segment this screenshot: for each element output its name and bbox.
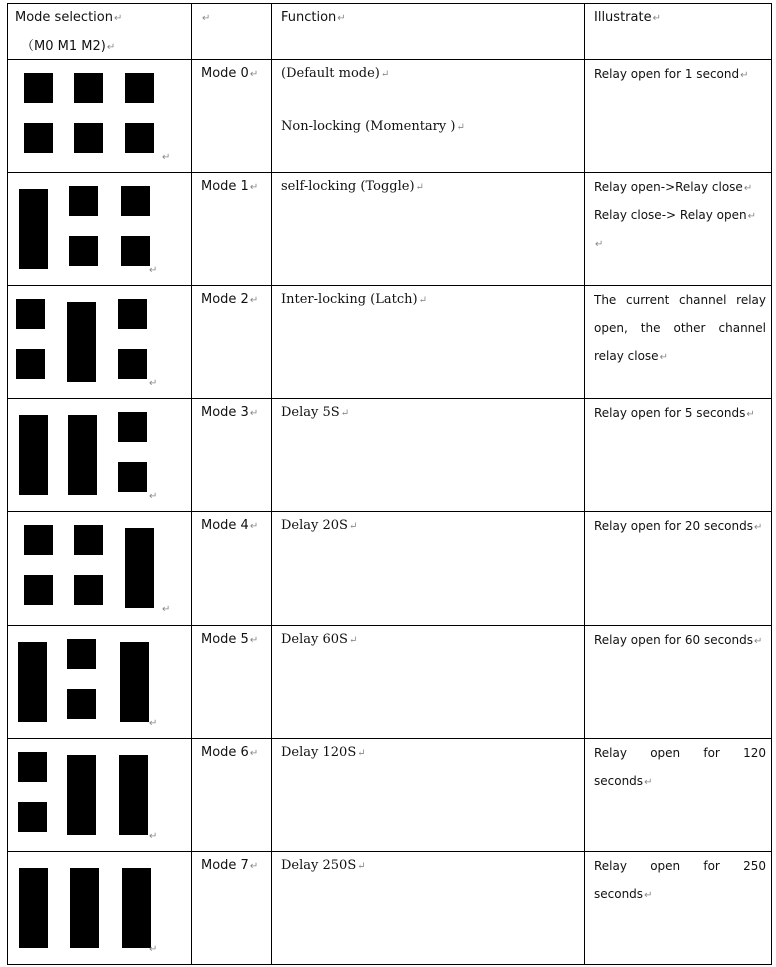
function-text-value: Delay 120S bbox=[281, 745, 357, 760]
illustrate-text-value: The current channel relay bbox=[594, 293, 766, 307]
paragraph-mark: ↵ bbox=[456, 122, 465, 133]
mode-label bbox=[201, 744, 258, 763]
switch-off-top bbox=[16, 299, 45, 329]
illustrate-text bbox=[594, 206, 756, 226]
table-rule-v bbox=[584, 3, 585, 965]
illustrate-text bbox=[594, 234, 603, 254]
switch-on bbox=[19, 868, 48, 948]
paragraph-mark: ↵ bbox=[249, 861, 259, 872]
header-col2 bbox=[201, 9, 210, 28]
paragraph-mark: ↵ bbox=[595, 239, 604, 250]
switch-off-top bbox=[121, 186, 150, 216]
paragraph-mark: ↵ bbox=[249, 521, 259, 532]
table-rule-h bbox=[7, 285, 772, 286]
paragraph-mark: ↵ bbox=[644, 890, 653, 901]
illustrate-text-value: Relay open for 5 seconds bbox=[594, 406, 746, 420]
switch-off-bottom bbox=[74, 123, 103, 153]
mode-label-text: Mode 6 bbox=[201, 745, 249, 760]
illustrate-text bbox=[594, 744, 766, 762]
table-rule-h bbox=[7, 398, 772, 399]
paragraph-mark: ↵ bbox=[149, 718, 158, 729]
mode-label-text: Mode 5 bbox=[201, 632, 249, 647]
switch-off-bottom bbox=[67, 689, 96, 719]
header-function bbox=[281, 9, 346, 28]
paragraph-mark: ↵ bbox=[149, 378, 158, 389]
table-rule-h bbox=[7, 3, 772, 4]
paragraph-mark: ↵ bbox=[106, 42, 116, 53]
switch-off-top bbox=[67, 639, 96, 669]
mode-label bbox=[201, 291, 258, 310]
paragraph-mark: ↵ bbox=[418, 295, 427, 306]
table-rule-h bbox=[7, 59, 772, 60]
switch-off-top bbox=[24, 525, 53, 555]
paragraph-mark: ↵ bbox=[249, 635, 259, 646]
paragraph-mark: ↵ bbox=[357, 861, 366, 872]
table-rule-h bbox=[7, 172, 772, 173]
switch-off-bottom bbox=[118, 462, 147, 492]
header-mode-selection-text: Mode selection bbox=[15, 10, 113, 25]
illustrate-text bbox=[594, 319, 766, 337]
switch-on bbox=[18, 642, 47, 722]
illustrate-text-value: relay close bbox=[594, 349, 659, 363]
switch-on bbox=[125, 528, 154, 608]
illustrate-text bbox=[594, 517, 762, 537]
switch-off-top bbox=[118, 299, 147, 329]
illustrate-text-value: seconds bbox=[594, 774, 644, 788]
mode-label bbox=[201, 517, 258, 536]
function-text bbox=[281, 118, 465, 137]
switch-off-bottom bbox=[69, 236, 98, 266]
switch-on bbox=[68, 415, 97, 495]
illustrate-text bbox=[594, 631, 762, 651]
paragraph-mark: ↵ bbox=[348, 635, 358, 646]
function-text-value: Delay 250S bbox=[281, 858, 357, 873]
switch-off-bottom bbox=[24, 123, 53, 153]
function-text-value: (Default mode) bbox=[281, 66, 380, 81]
paragraph-mark: ↵ bbox=[340, 408, 350, 419]
mode-label bbox=[201, 178, 258, 197]
switch-off-top bbox=[74, 525, 103, 555]
illustrate-text-value: open, the other channel bbox=[594, 321, 766, 335]
function-text-value: Delay 5S bbox=[281, 405, 340, 420]
paragraph-mark: ↵ bbox=[659, 352, 668, 363]
switch-off-top bbox=[118, 412, 147, 442]
function-text-value: Inter-locking (Latch) bbox=[281, 292, 418, 307]
illustrate-text-value: Relay close-> Relay open bbox=[594, 208, 747, 222]
function-text bbox=[281, 857, 366, 876]
table-rule-h bbox=[7, 851, 772, 852]
illustrate-text bbox=[594, 772, 652, 792]
function-text-value: self-locking (Toggle) bbox=[281, 179, 415, 194]
switch-off-bottom bbox=[16, 349, 45, 379]
paragraph-mark: ↵ bbox=[746, 409, 755, 420]
switch-off-bottom bbox=[74, 575, 103, 605]
paragraph-mark: ↵ bbox=[747, 211, 757, 222]
paragraph-mark: ↵ bbox=[337, 13, 346, 24]
mode-label bbox=[201, 404, 258, 423]
switch-on bbox=[67, 302, 96, 382]
illustrate-text bbox=[594, 885, 652, 905]
switch-on bbox=[120, 642, 149, 722]
paragraph-mark: ↵ bbox=[249, 408, 259, 419]
function-text bbox=[281, 291, 427, 310]
switch-on bbox=[122, 868, 151, 948]
header-illustrate bbox=[594, 9, 661, 28]
switch-off-bottom bbox=[18, 802, 47, 832]
table-rule-h bbox=[7, 738, 772, 739]
illustrate-text-value: Relay open->Relay close bbox=[594, 180, 743, 194]
header-mode-bits bbox=[21, 38, 115, 57]
paragraph-mark: ↵ bbox=[357, 748, 366, 759]
mode-label-text: Mode 1 bbox=[201, 179, 249, 194]
paragraph-mark: ↵ bbox=[754, 636, 763, 647]
switch-off-bottom bbox=[24, 575, 53, 605]
paragraph-mark: ↵ bbox=[249, 295, 259, 306]
switch-on bbox=[19, 415, 48, 495]
paragraph-mark: ↵ bbox=[380, 69, 390, 80]
illustrate-text-value: Relay open for 250 bbox=[594, 859, 766, 873]
paragraph-mark: ↵ bbox=[149, 831, 158, 842]
illustrate-text bbox=[594, 857, 766, 875]
switch-off-top bbox=[125, 73, 154, 103]
mode-label-text: Mode 0 bbox=[201, 66, 249, 81]
table-rule-h bbox=[7, 511, 772, 512]
table-rule-v bbox=[7, 3, 8, 965]
illustrate-text bbox=[594, 404, 755, 424]
function-text-value: Delay 20S bbox=[281, 518, 348, 533]
illustrate-text-value: Relay open for 1 second bbox=[594, 67, 740, 81]
switch-on bbox=[19, 189, 48, 269]
header-mode-selection bbox=[15, 9, 122, 28]
function-text bbox=[281, 65, 389, 84]
mode-label bbox=[201, 631, 258, 650]
switch-on bbox=[67, 755, 96, 835]
paragraph-mark: ↵ bbox=[249, 69, 259, 80]
header-function-text: Function bbox=[281, 10, 337, 25]
function-text-value: Delay 60S bbox=[281, 632, 348, 647]
mode-label bbox=[201, 65, 258, 84]
illustrate-text bbox=[594, 65, 749, 85]
mode-label-text: Mode 3 bbox=[201, 405, 249, 420]
paragraph-mark: ↵ bbox=[149, 944, 158, 955]
switch-off-top bbox=[24, 73, 53, 103]
header-illustrate-text: Illustrate bbox=[594, 10, 652, 25]
function-text-value: Non-locking (Momentary ) bbox=[281, 119, 456, 134]
paragraph-mark: ↵ bbox=[162, 152, 171, 163]
illustrate-text bbox=[594, 178, 752, 198]
switch-on bbox=[70, 868, 99, 948]
paragraph-mark: ↵ bbox=[149, 491, 158, 502]
switch-off-top bbox=[18, 752, 47, 782]
function-text bbox=[281, 404, 349, 423]
paragraph-mark: ↵ bbox=[202, 13, 211, 24]
switch-on bbox=[119, 755, 148, 835]
switch-off-bottom bbox=[118, 349, 147, 379]
paragraph-mark: ↵ bbox=[249, 748, 259, 759]
mode-label bbox=[201, 857, 258, 876]
mode-label-text: Mode 2 bbox=[201, 292, 249, 307]
paragraph-mark: ↵ bbox=[348, 521, 358, 532]
illustrate-text bbox=[594, 347, 668, 367]
paragraph-mark: ↵ bbox=[415, 182, 424, 193]
function-text bbox=[281, 178, 424, 197]
mode-label-text: Mode 4 bbox=[201, 518, 249, 533]
paragraph-mark: ↵ bbox=[249, 182, 259, 193]
table-rule-v bbox=[271, 3, 272, 965]
function-text bbox=[281, 744, 366, 763]
switch-off-top bbox=[69, 186, 98, 216]
table-rule-h bbox=[7, 964, 772, 965]
mode-label-text: Mode 7 bbox=[201, 858, 249, 873]
switch-off-bottom bbox=[125, 123, 154, 153]
paragraph-mark: ↵ bbox=[743, 183, 753, 194]
function-text bbox=[281, 631, 357, 650]
paragraph-mark: ↵ bbox=[644, 777, 653, 788]
paragraph-mark: ↵ bbox=[149, 265, 158, 276]
table-rule-v bbox=[191, 3, 192, 965]
switch-off-top bbox=[74, 73, 103, 103]
table-rule-v bbox=[771, 3, 772, 965]
function-text bbox=[281, 517, 357, 536]
header-mode-bits-text: （M0 M1 M2) bbox=[21, 39, 106, 54]
paragraph-mark: ↵ bbox=[113, 13, 123, 24]
illustrate-text-value: Relay open for 60 seconds bbox=[594, 633, 753, 647]
paragraph-mark: ↵ bbox=[740, 70, 749, 81]
illustrate-text-value: seconds bbox=[594, 887, 644, 901]
illustrate-text-value: Relay open for 120 bbox=[594, 746, 766, 760]
illustrate-text bbox=[594, 291, 766, 309]
paragraph-mark: ↵ bbox=[162, 604, 171, 615]
paragraph-mark: ↵ bbox=[652, 13, 661, 24]
table-rule-h bbox=[7, 625, 772, 626]
paragraph-mark: ↵ bbox=[754, 522, 763, 533]
switch-off-bottom bbox=[121, 236, 150, 266]
illustrate-text-value: Relay open for 20 seconds bbox=[594, 519, 753, 533]
